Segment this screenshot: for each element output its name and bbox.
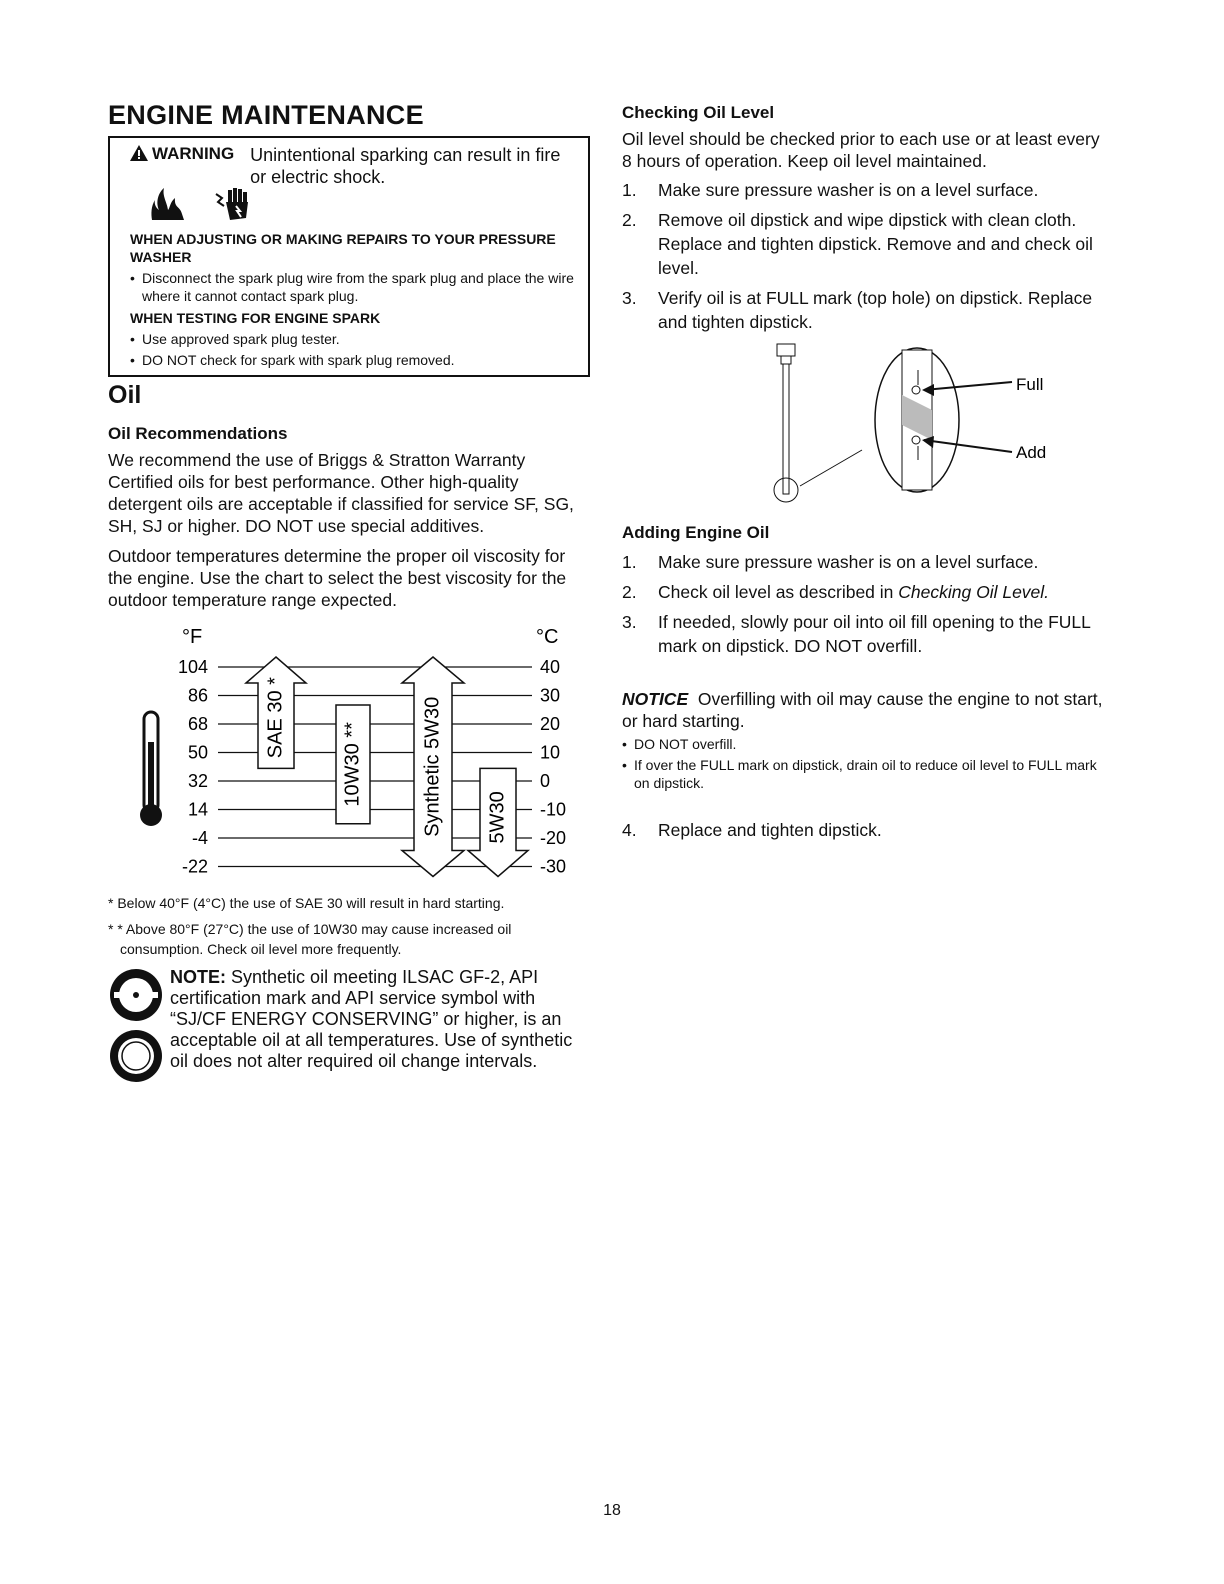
checking-oil-title: Checking Oil Level [622, 103, 775, 122]
warning-heading-1: WHEN ADJUSTING OR MAKING REPAIRS TO YOUR PRESSURE WASHER [130, 231, 556, 265]
electric-shock-icon [212, 184, 252, 224]
celsius-tick: 20 [540, 714, 561, 734]
celsius-tick: 30 [540, 685, 561, 706]
api-service-symbol-icon [108, 967, 164, 1023]
checking-intro: Oil level should be checked prior to each use or at least every 8 hours of operation. Keep oil level maintained. [622, 129, 1100, 171]
oil-paragraph-2: Outdoor temperatures determine the proper oil viscosity for the engine. Use the chart to select the best viscosity for the outdoor temperature range expected. [108, 546, 567, 610]
celsius-tick: -30 [540, 856, 567, 877]
fahrenheit-tick: 104 [177, 657, 208, 677]
chart-ranges [246, 657, 528, 877]
fire-icon [148, 184, 188, 224]
range-label: 5W30 [486, 791, 509, 844]
warning-bullet: • DO NOT check for spark with spark plug removed. [130, 351, 578, 369]
warning-heading-2: WHEN TESTING FOR ENGINE SPARK [130, 310, 381, 326]
viscosity-range [468, 768, 528, 876]
viscosity-range [336, 705, 370, 824]
celsius-tick: -20 [540, 828, 567, 848]
warning-triangle-icon [130, 145, 148, 161]
celsius-tick: 40 [540, 657, 561, 677]
celsius-tick: 10 [540, 742, 561, 763]
fahrenheit-unit: °F [182, 626, 203, 648]
adding-step-4: 4. Replace and tighten dipstick. [622, 820, 882, 840]
warning-bullet: • Use approved spark plug tester. [130, 330, 578, 348]
adding-oil-title: Adding Engine Oil [622, 523, 770, 542]
oil-viscosity-chart [108, 617, 590, 887]
adding-step-2: 2. Check oil level as described in Checking Oil Level. [622, 582, 1050, 602]
fahrenheit-tick: 50 [187, 742, 208, 763]
viscosity-range [246, 657, 306, 768]
fahrenheit-tick: -22 [181, 856, 208, 877]
section-title: ENGINE MAINTENANCE [108, 100, 424, 130]
fahrenheit-tick: 32 [187, 771, 208, 791]
ilsac-certification-icon [108, 1028, 164, 1084]
footnote-1: * Below 40°F (4°C) the use of SAE 30 will result in hard starting. [108, 895, 505, 911]
range-label: Synthetic 5W30 [421, 696, 444, 837]
viscosity-range [402, 657, 464, 877]
warning-bullet: • Disconnect the spark plug wire from the spark plug and place the wire where it cannot contact spark plug. [130, 269, 578, 305]
oil-recommendations-title: Oil Recommendations [108, 424, 288, 443]
synthetic-oil-note [108, 967, 590, 1089]
thermometer-icon [140, 712, 162, 826]
note-text: Synthetic oil meeting ILSAC GF-2, API certification mark and API service symbol with “SJ/CF ENERGY CONSERVING” or higher, is an acceptable oil at all temperatures. Use of synthetic oil does not alter required oil change intervals. [170, 967, 573, 1071]
page-number: 18 [603, 1502, 621, 1519]
left-column [108, 100, 590, 1089]
notice-bullet: • If over the FULL mark on dipstick, drain oil to reduce oil level to FULL mark on dipstick. [622, 756, 1112, 792]
fahrenheit-tick: 14 [187, 799, 208, 820]
celsius-tick: 0 [540, 771, 551, 791]
fahrenheit-tick: 68 [187, 714, 208, 734]
celsius-tick: -10 [540, 799, 567, 820]
note-label: NOTE: [170, 967, 226, 987]
notice-label: NOTICE [622, 689, 689, 709]
celsius-unit: °C [536, 626, 559, 648]
dipstick-detail-icon [875, 348, 959, 492]
fahrenheit-tick: 86 [187, 685, 208, 706]
adding-step-3: 3. If needed, slowly pour oil into oil fill opening to the FULL mark on dipstick. DO NOT overfill. [622, 612, 1091, 656]
notice-block [622, 688, 1112, 792]
oil-title: Oil [108, 381, 142, 409]
warning-box [108, 136, 590, 377]
right-column [622, 100, 1112, 842]
dipstick-icon [774, 344, 862, 502]
notice-text: Overfilling with oil may cause the engine to not start, or hard starting. [622, 689, 1103, 731]
adding-step-1: 1. Make sure pressure washer is on a level surface. [622, 552, 1039, 572]
range-label: 10W30 ** [341, 722, 364, 807]
warning-text: Unintentional sparking can result in fire or electric shock. [250, 145, 561, 187]
footnote-2: * * Above 80°F (27°C) the use of 10W30 may cause increased oil consumption. Check oil level more frequently. [108, 921, 512, 957]
range-label: SAE 30 * [264, 677, 287, 759]
fahrenheit-tick: -4 [191, 828, 208, 848]
checking-step-1: 1. Make sure pressure washer is on a level surface. [622, 180, 1039, 200]
checking-step-3: 3. Verify oil is at FULL mark (top hole) on dipstick. Replace and tighten dipstick. [622, 288, 1093, 332]
add-label: Add [1016, 443, 1047, 462]
warning-label: WARNING [130, 144, 234, 164]
full-label: Full [1016, 375, 1044, 394]
oil-paragraph-1: We recommend the use of Briggs & Stratton Warranty Certified oils for best performance. Other high-quality detergent oils are acceptable if classified for service SF, SG, SH, SJ or higher. DO NOT use special additives. [108, 450, 574, 536]
dipstick-diagram [622, 340, 1112, 510]
checking-step-2: 2. Remove oil dipstick and wipe dipstick with clean cloth. Replace and tighten dipstick. Remove and and check oil level. [622, 210, 1093, 278]
notice-bullet: • DO NOT overfill. [622, 735, 1112, 753]
